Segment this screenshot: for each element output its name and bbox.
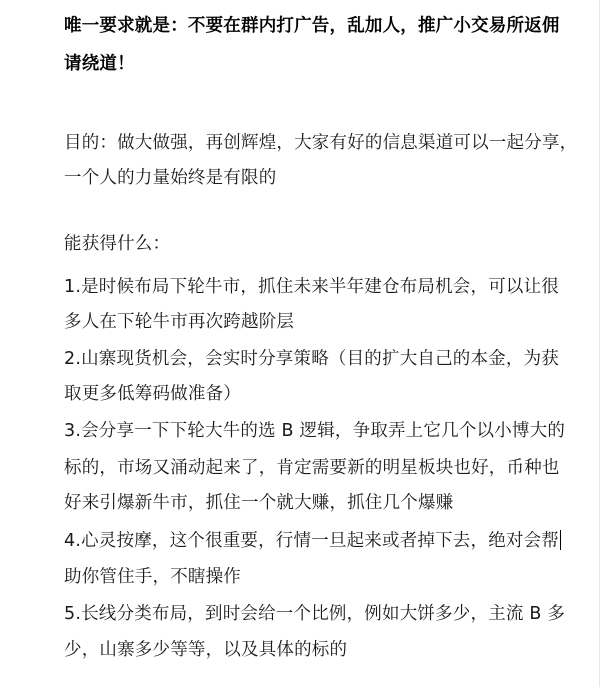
item-2-line-1: 2.山寨现货机会，会实时分享策略（目的扩大自己的本金，为获 xyxy=(64,349,559,369)
text-cursor xyxy=(560,530,561,550)
item-2-line-2: 取更多低筹码做准备） xyxy=(64,384,241,404)
item-5-line-1: 5.长线分类布局，到时会给一个比例，例如大饼多少，主流 B 多 xyxy=(64,604,566,624)
requirement-line-2: 请绕道！ xyxy=(64,54,135,74)
item-1-line-2: 多人在下轮牛市再次跨越阶层 xyxy=(64,312,295,332)
purpose-line-2: 一个人的力量始终是有限的 xyxy=(64,168,277,188)
item-4-line-1-wrap xyxy=(64,529,561,553)
purpose-line-1: 目的：做大做强，再创辉煌，大家有好的信息渠道可以一起分享， xyxy=(64,133,578,153)
item-3-line-2: 标的，市场又涌动起来了，肯定需要新的明星板块也好，币种也 xyxy=(64,458,560,478)
item-4-line-2: 助你管住手，不瞎操作 xyxy=(64,567,241,587)
requirement-line-1: 唯一要求就是：不要在群内打广告，乱加人，推广小交易所返佣 xyxy=(64,16,560,36)
item-3-line-3: 好来引爆新牛市，抓住一个就大赚，抓住几个爆赚 xyxy=(64,493,454,513)
item-1-line-1: 1.是时候布局下轮牛市，抓住未来半年建仓布局机会，可以让很 xyxy=(64,277,559,297)
item-4-line-1: 4.心灵按摩，这个很重要，行情一旦起来或者掉下去，绝对会帮 xyxy=(64,531,559,551)
item-5-line-2: 少，山寨多少等等，以及具体的标的 xyxy=(64,640,348,660)
item-3-line-1: 3.会分享一下下轮大牛的选 B 逻辑，争取弄上它几个以小博大的 xyxy=(64,421,566,441)
gains-heading: 能获得什么： xyxy=(64,234,171,254)
